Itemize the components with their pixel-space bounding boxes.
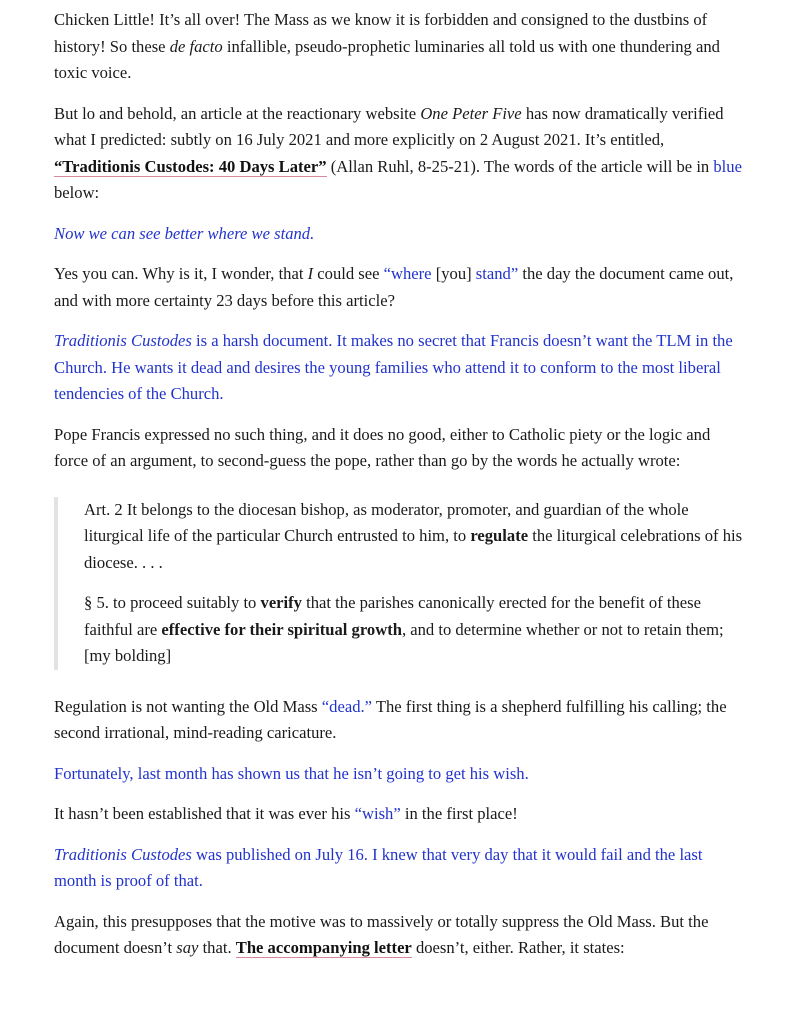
italic-text: Traditionis Custodes [54, 331, 192, 350]
paragraph-intro [54, 7, 744, 87]
text: was published on July 16. I knew that very day that it would fail and the last month is proof of that. [54, 844, 703, 890]
italic-text: One Peter Five [420, 103, 522, 123]
paragraph-response [54, 909, 744, 962]
text: (Allan Ruhl, 8-25-21). The words of the article will be in [326, 156, 714, 176]
quote-paragraph [84, 590, 744, 670]
text: The first thing is a shepherd fulfilling his calling; the second irrational, mind-reading caricature. [54, 696, 727, 742]
text: that. [198, 938, 236, 957]
italic-text: say [176, 938, 199, 957]
article-body [54, 7, 744, 976]
italic-text: I [307, 264, 314, 283]
text: Chicken Little! It’s all over! The Mass as we know it is forbidden and consigned to the dustbins of history! So these [54, 10, 708, 56]
text: § 5. to proceed suitably to [84, 593, 261, 612]
text: the liturgical celebrations of his diocese. . . . [84, 526, 743, 572]
text: could see [313, 264, 384, 283]
blue-word: blue [713, 156, 742, 176]
paragraph-response [54, 694, 744, 747]
paragraph-response [54, 801, 744, 828]
text: infallible, pseudo-prophetic luminaries all told us with one thundering and toxic voice. [54, 36, 720, 82]
text: is a harsh document. It makes no secret that Francis doesn’t want the TLM in the Church. He wants it dead and desires the young families who attend it to conform to the most liberal tendencies of the Church. [54, 331, 733, 403]
paragraph-response [54, 261, 744, 314]
text: that the parishes canonically erected for the benefit of these faithful are [84, 593, 701, 639]
bold-text: regulate [470, 526, 529, 545]
text: Again, this presupposes that the motive was to massively or totally suppress the Old Mass. But the document doesn’t [54, 911, 709, 957]
text: [you] [431, 264, 476, 283]
text: has now dramatically verified what I predicted: subtly on 16 July 2021 and more explicitly on 2 August 2021. It’s entitled, [54, 103, 724, 149]
text: below: [54, 183, 100, 202]
quoted-article-text [54, 221, 744, 248]
quoted-article-text [54, 842, 744, 895]
quoted-article-text: Fortunately, last month has shown us that he isn’t going to get his wish. [54, 763, 529, 783]
blue-quote: stand” [475, 264, 519, 283]
text: But lo and behold, an article at the reactionary website [54, 103, 421, 123]
accompanying-letter-link[interactable]: The accompanying letter [235, 938, 412, 957]
text: Art. 2 It belongs to the diocesan bishop, as moderator, promoter, and guardian of the whole liturgical life of the particular Church entrusted to him, to [84, 499, 689, 545]
blue-quote: “where [383, 264, 432, 283]
text: doesn’t, either. Rather, it states: [411, 938, 625, 957]
text: , and to determine whether or not to retain them; [my bolding] [84, 619, 724, 665]
text: the day the document came out, and with more certainty 23 days before this article? [54, 264, 734, 310]
bold-text: verify [260, 593, 302, 612]
blue-quote: “wish” [354, 804, 401, 823]
article-link[interactable]: “Traditionis Custodes: 40 Days Later” [54, 156, 327, 176]
italic-text: Now we can see better where we stand. [54, 223, 315, 243]
blue-quote: “dead.” [321, 696, 372, 716]
text: Regulation is not wanting the Old Mass [54, 696, 322, 716]
bold-text: effective for their spiritual growth [161, 619, 402, 639]
document-blockquote [54, 497, 744, 670]
paragraph-article-intro [54, 101, 744, 207]
paragraph-response: Pope Francis expressed no such thing, and it does no good, either to Catholic piety or the logic and force of an argument, to second-guess the pope, rather than go by the words he actually wrote: [54, 424, 711, 470]
italic-text: Traditionis Custodes [54, 844, 192, 864]
italic-text: de facto [169, 36, 223, 56]
text: It hasn’t been established that it was ever his [54, 804, 355, 823]
quote-paragraph [84, 497, 744, 577]
text: Yes you can. Why is it, I wonder, that [54, 264, 308, 283]
quoted-article-text [54, 328, 744, 408]
text: in the first place! [400, 804, 518, 823]
